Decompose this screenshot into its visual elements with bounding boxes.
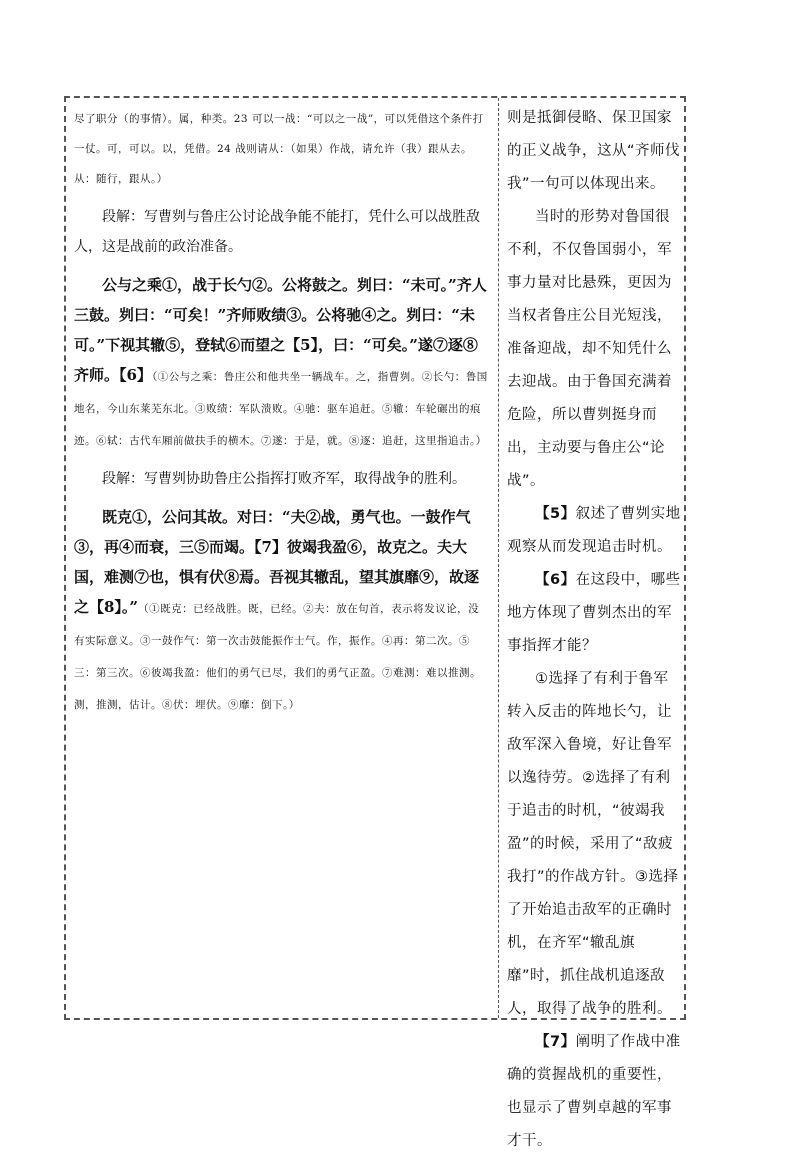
commentary-paragraph-2: 当时的形势对鲁国很不利，不仅鲁国弱小，军事力量对比悬殊，更因为当权者鲁庄公目光短浅，准备迎战，却不知凭什么去迎战。由于鲁国充满着危险，所以曹刿挺身而出，主动要与鲁庄公“论战”。 <box>507 209 672 489</box>
commentary-paragraph-4 <box>507 564 681 663</box>
marker-6: 【6】 <box>535 572 576 588</box>
commentary-text-6: 阐明了作战中准确的赏握战机的重要性，也显示了曹刿卓越的军事才干。 <box>507 1034 681 1149</box>
marker-7: 【7】 <box>535 1034 576 1050</box>
commentary-paragraph-6 <box>507 1026 681 1158</box>
commentary-text-3: 叙述了曹刿实地观察从而发现追击时机。 <box>507 506 681 555</box>
commentary-text-4: 在这段中，哪些地方体现了曹刿杰出的军事指挥才能？ <box>507 572 681 654</box>
paragraph-explanation-2: 段解：写曹刿协助鲁庄公指挥打败齐军，取得战争的胜利。 <box>102 471 466 487</box>
annotation-note: 尽了职分（的事情）。属，种类。23 可以一战：“可以之一战”，可以凭借这个条件打一仗。可，可以。以，凭借。24 战则请从：（如果）作战，请允许（我）跟从去。从：随行，跟从。） <box>74 113 484 185</box>
passage-2-text: 既克①，公问其故。对曰：“夫②战，勇气也。一鼓作气③，再④而衰，三⑤而竭。【7】彼竭我盈⑥，故克之。夫大国，难测⑦也，惧有伏⑧焉。吾视其辙乱，望其旗靡⑨，故逐之【8】。” <box>74 508 480 616</box>
paragraph-explanation-1: 段解：写曹刿与鲁庄公讨论战争能不能打，凭什么可以战胜敌人，这是战前的政治准备。 <box>74 209 480 255</box>
passage-2-gloss: （①既克：已经战胜。既，已经。②夫：放在句首，表示将发议论，没有实际意义。③一鼓作气：第一次击鼓能振作士气。作，振作。④再：第二次。⑤三：第三次。⑥彼竭我盈：他们的勇气已尽，我们的勇气正盈。⑦难测：难以推测。测，推测，估计。⑧伏：埋伏。⑨靡：倒下。） <box>74 603 481 711</box>
passage-1-text: 公与之乘①，战于长勺②。公将鼓之。刿曰：“未可。”齐人三鼓。刿曰：“可矣！”齐师败绩③。公将驰④之。刿曰：“未可。”下视其辙⑤，登轼⑥而望之【5】，曰：“可矣。”遂⑦逐⑧齐师。【6】 <box>74 276 487 384</box>
commentary-paragraph-1: 则是抵御侵略、保卫国家的正义战争，这从“齐师伐我”一句可以体现出来。 <box>507 110 681 192</box>
two-column-table <box>64 96 686 1149</box>
passage-1-gloss: （①公与之乘：鲁庄公和他共坐一辆战车。之，指曹刿。②长勺：鲁国地名，今山东莱芜东北。③败绩：军队溃败。④驰：驱车追赶。⑤辙：车轮碾出的痕迹。⑥轼：古代车厢前做扶手的横木。⑦遂：于是，就。⑧逐：追赶，这里指追击。） <box>74 371 488 447</box>
commentary-paragraph-5: ①选择了有利于鲁军转入反击的阵地长勺，让敌军深入鲁境，好让鲁军以逸待劳。②选择了有利于追击的时机，“彼竭我盈”的时候，采用了“敌疲我打”的作战方针。③选择了开始追击敌军的正确时机，在齐军“辙乱旗靡”时，抓住战机追逐敌人，取得了战争的胜利。 <box>507 671 679 1017</box>
commentary-paragraph-3 <box>507 498 681 564</box>
column-divider <box>498 98 499 1018</box>
original-text-passage-1 <box>74 270 490 456</box>
original-text-passage-2 <box>74 502 490 720</box>
original-text-column <box>74 104 490 720</box>
marker-5: 【5】 <box>535 506 576 522</box>
commentary-column <box>507 102 681 1158</box>
